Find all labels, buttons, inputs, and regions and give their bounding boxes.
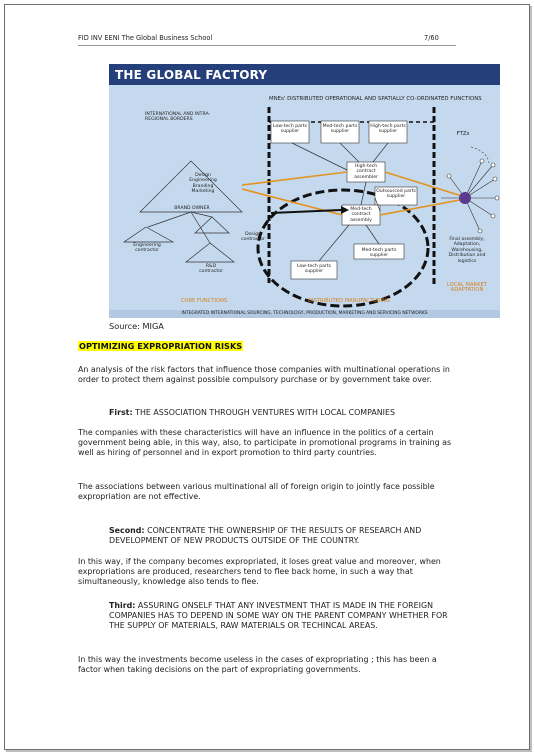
outsourced-label: Outsourced parts supplier [376,189,416,200]
figure-subtitle: MNEs' DISTRIBUTED OPERATIONAL AND SPATIALLY CO-ORDINATED FUNCTIONS [269,96,482,102]
high-contract-label: High-tech contract assembler [354,164,378,180]
high-parts-label: High-tech parts supplier [370,124,406,135]
first-label: First: [109,408,133,417]
running-header: FID INV EENI The Global Business School [78,34,213,42]
figure-footer: INTEGRATED INTERNATIONAL SOURCING, TECHNOLOGY, PRODUCTION, MARKETING AND SERVICING NETWORKS [181,311,428,316]
distributed-label: DISTRIBUTED MANUFACTURING [308,298,390,304]
paragraph-intro: An analysis of the risk factors that influence those companies with multinational operations in order to protect them against possible compulsory purchase or by government take over. [78,365,450,385]
global-factory-figure [109,64,500,318]
first-text: THE ASSOCIATION THROUGH VENTURES WITH LOCAL COMPANIES [132,408,395,417]
third-text: ASSURING ONSELF THAT ANY INVESTMENT THAT IS MADE IN THE FOREIGN COMPANIES HAS TO DEPEND IN SOME WAY ON THE PARENT COMPANY WHETHER FOR THE SUPPLY OF MATERIALS, RAW MATERIALS OR TECHINCAL AREAS. [109,601,448,631]
borders-label: INTERNATIONAL AND INTRA-REGIONAL BORDERS [145,112,211,123]
second-text: CONCENTRATE THE OWNERSHIP OF THE RESULTS OF RESEARCH AND DEVELOPMENT OF NEW PRODUCTS OUTSIDE OF THE COUNTRY. [109,526,422,546]
design-contractor-label: Design contractor [241,232,265,243]
header-rule [78,45,456,46]
rd-contractor-label: R&D contractor [199,264,223,275]
med-parts-label: Med-tech parts supplier [322,124,358,135]
section-heading: OPTIMIZING EXPROPRIATION RISKS [79,341,243,351]
engineering-contractor-label: Engineering contractor [133,243,161,254]
paragraph-5: In this way the investments become useless in the cases of expropriating ; this has been a factor when taking decisions on the part of expropriating governments. [78,655,437,675]
paragraph-3: The associations between various multinational all of foreign origin to jointly face possible expropriation are not effective. [78,482,435,502]
paragraph-2: The companies with these characteristics will have an influence in the politics of a certain government being able, in this way, also, to participate in promotional programs in training as well as hiring of personnel and in export promotion to third party countries. [78,428,452,458]
second-label: Second: [109,526,145,535]
med-parts-label-2: Med-tech parts supplier [361,248,397,259]
figure-title-bar [109,64,500,85]
paragraph-4: In this way, if the company becomes expropriated, it loses great value and moreover, when expropriations are produced, researchers tend to flee back home, in such a way that simultaneously, knowledge also tends to flee. [78,557,441,587]
figure-source: Source: MIGA [109,321,164,331]
hub-node [459,192,471,204]
third-label: Third: [109,601,136,610]
core-functions-label: CORE FUNCTIONS [180,298,228,304]
final-assembly-label: Final assembly, Adaptation, Warehousing, Distribution and logistics [448,237,486,264]
third-point [109,601,459,632]
second-point [109,526,459,546]
brand-functions-label: Design Engineering Branding Marketing [189,173,217,195]
first-point [109,408,459,418]
local-market-label: LOCAL MARKET ADAPTATION [447,282,487,294]
ftzs-label: FTZs [456,131,470,137]
low-parts-label-2: Low-tech parts supplier [296,264,332,275]
figure-title: THE GLOBAL FACTORY [115,68,268,82]
med-contract-label: Med-tech contract assembly [350,207,372,223]
low-parts-label: Low-tech parts supplier [272,124,308,135]
page-number: 7/60 [424,34,439,42]
brand-owner-label: BRAND OWNER [174,206,210,211]
